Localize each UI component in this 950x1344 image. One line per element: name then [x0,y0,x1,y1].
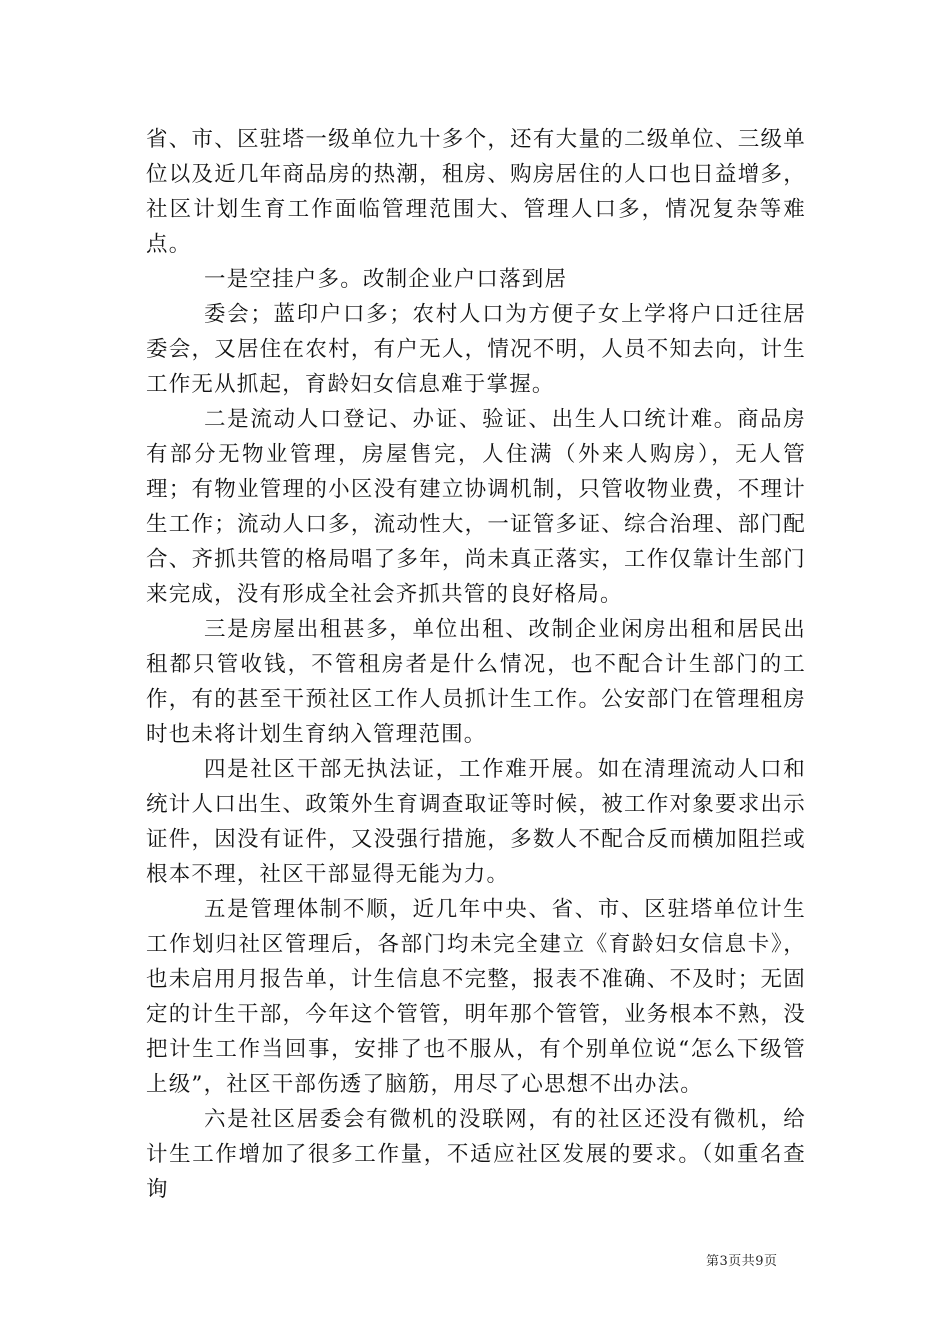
paragraph-5: 三是房屋出租甚多，单位出租、改制企业闲房出租和居民出租都只管收钱，不管租房者是什么情况，也不配合计生部门的工作，有的甚至干预社区工作人员抓计生工作。公安部门在管理租房时也未将计划生育纳入管理范围。 [146,617,806,747]
paragraph-2: 一是空挂户多。改制企业户口落到居 [204,267,568,292]
paragraph-3: 委会；蓝印户口多；农村人口为方便子女上学将户口迁往居委会，又居住在农村，有户无人，情况不明，人员不知去向，计生工作无从抓起，育龄妇女信息难于掌握。 [146,302,806,397]
paragraph-8: 六是社区居委会有微机的没联网，有的社区还没有微机，给计生工作增加了很多工作量，不适应社区发展的要求。（如重名查询 [146,1107,806,1202]
paragraph-7: 五是管理体制不顺，近几年中央、省、市、区驻塔单位计生工作划归社区管理后，各部门均未完全建立《育龄妇女信息卡》，也未启用月报告单，计生信息不完整，报表不准确、不及时；无固定的计生干部，今年这个管管，明年那个管管，业务根本不熟，没把计生工作当回事，安排了也不服从，有个别单位说“怎么下级管上级”，社区干部伤透了脑筋，用尽了心思想不出办法。 [146,897,806,1097]
paragraph-4: 二是流动人口登记、办证、验证、出生人口统计难。商品房有部分无物业管理，房屋售完，人住满（外来人购房），无人管理；有物业管理的小区没有建立协调机制，只管收物业费，不理计生工作；流动人口多，流动性大，一证管多证、综合治理、部门配合、齐抓共管的格局唱了多年，尚未真正落实，工作仅靠计生部门来完成，没有形成全社会齐抓共管的良好格局。 [146,407,806,607]
paragraph-6: 四是社区干部无执法证，工作难开展。如在清理流动人口和统计人口出生、政策外生育调查取证等时候，被工作对象要求出示证件，因没有证件，又没强行措施，多数人不配合反而横加阻拦或根本不理，社区干部显得无能为力。 [146,757,806,887]
page-number-footer: 第3页共9页 [706,1254,778,1269]
document-body [146,122,806,1207]
paragraph-1: 省、市、区驻塔一级单位九十多个，还有大量的二级单位、三级单位以及近几年商品房的热潮，租房、购房居住的人口也日益增多，社区计划生育工作面临管理范围大、管理人口多，情况复杂等难点。 [146,127,806,257]
